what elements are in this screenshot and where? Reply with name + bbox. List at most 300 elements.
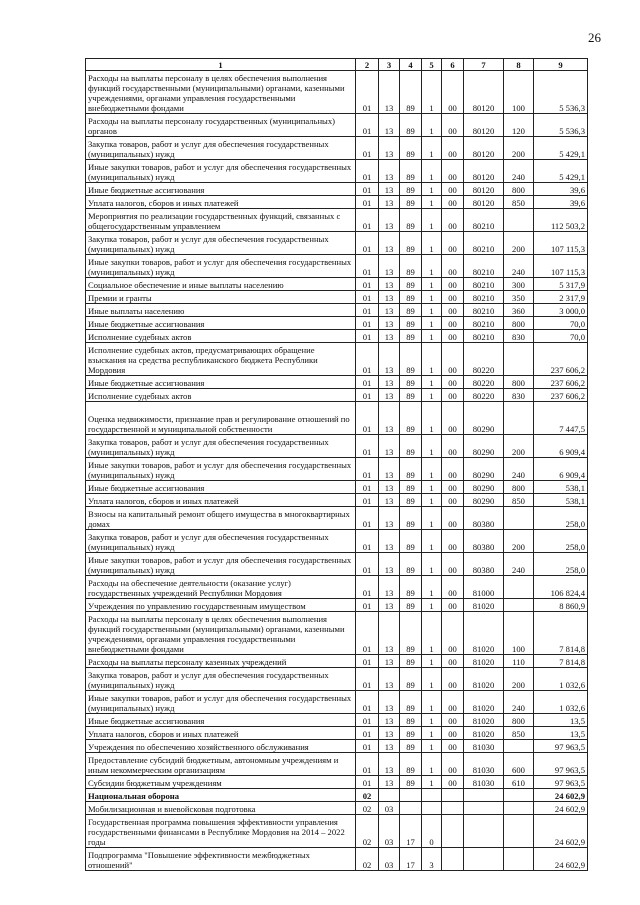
row-program: 89 (400, 655, 422, 668)
row-amount: 24 602,9 (534, 789, 588, 802)
row-subprogram: 1 (422, 530, 442, 553)
row-amount: 97 963,5 (534, 753, 588, 776)
row-expense-type: 240 (504, 691, 534, 714)
row-event (442, 815, 464, 848)
row-subsection: 13 (379, 740, 400, 753)
row-name: Иные бюджетные ассигнования (86, 376, 356, 389)
row-subprogram: 3 (422, 848, 442, 871)
row-amount: 7 447,5 (534, 402, 588, 435)
row-amount: 97 963,5 (534, 776, 588, 789)
row-section: 01 (356, 402, 379, 435)
row-program: 89 (400, 114, 422, 137)
header-col-3: 3 (379, 59, 400, 71)
row-program: 89 (400, 278, 422, 291)
row-name: Субсидии бюджетным учреждениям (86, 776, 356, 789)
row-program: 89 (400, 507, 422, 530)
row-expense-type: 240 (504, 553, 534, 576)
row-section: 01 (356, 727, 379, 740)
row-expense-type: 240 (504, 255, 534, 278)
row-amount: 106 824,4 (534, 576, 588, 599)
row-direction: 81020 (464, 668, 504, 691)
row-amount: 107 115,3 (534, 232, 588, 255)
row-program: 89 (400, 291, 422, 304)
row-amount: 258,0 (534, 553, 588, 576)
row-name: Закупка товаров, работ и услуг для обеспечения государственных (муниципальных) нужд (86, 435, 356, 458)
row-program: 89 (400, 714, 422, 727)
row-name: Оценка недвижимости, признание прав и регулирование отношений по государственной и муниципальной собственности (86, 402, 356, 435)
row-direction: 80210 (464, 291, 504, 304)
row-program (400, 789, 422, 802)
row-amount: 7 814,8 (534, 612, 588, 655)
row-section: 01 (356, 714, 379, 727)
row-section: 01 (356, 291, 379, 304)
table-row (86, 291, 588, 304)
row-event: 00 (442, 137, 464, 160)
row-expense-type: 350 (504, 291, 534, 304)
row-program: 17 (400, 848, 422, 871)
row-direction: 80290 (464, 494, 504, 507)
row-name: Предоставление субсидий бюджетным, автономным учреждениям и иным некоммерческим организациям (86, 753, 356, 776)
row-direction: 80120 (464, 137, 504, 160)
row-amount: 5 536,3 (534, 71, 588, 114)
row-subprogram: 1 (422, 317, 442, 330)
row-section: 02 (356, 848, 379, 871)
row-subprogram: 1 (422, 114, 442, 137)
row-event: 00 (442, 183, 464, 196)
row-subprogram: 1 (422, 494, 442, 507)
row-event: 00 (442, 668, 464, 691)
row-amount: 97 963,5 (534, 740, 588, 753)
row-direction: 80120 (464, 160, 504, 183)
row-event: 00 (442, 714, 464, 727)
row-direction: 81020 (464, 714, 504, 727)
row-amount: 237 606,2 (534, 376, 588, 389)
row-amount: 13,5 (534, 727, 588, 740)
row-subsection: 13 (379, 553, 400, 576)
row-expense-type: 200 (504, 530, 534, 553)
row-subprogram: 1 (422, 209, 442, 232)
row-section: 01 (356, 278, 379, 291)
row-amount: 538,1 (534, 481, 588, 494)
row-subprogram: 1 (422, 160, 442, 183)
row-program: 89 (400, 753, 422, 776)
row-event: 00 (442, 458, 464, 481)
row-program: 89 (400, 599, 422, 612)
row-program: 89 (400, 183, 422, 196)
row-event: 00 (442, 71, 464, 114)
row-program: 89 (400, 402, 422, 435)
table-row (86, 507, 588, 530)
row-event: 00 (442, 494, 464, 507)
row-subprogram: 1 (422, 740, 442, 753)
row-expense-type (504, 209, 534, 232)
row-section: 02 (356, 815, 379, 848)
row-amount: 112 503,2 (534, 209, 588, 232)
row-subprogram: 1 (422, 255, 442, 278)
row-subsection: 13 (379, 691, 400, 714)
row-program: 89 (400, 160, 422, 183)
row-direction: 80120 (464, 114, 504, 137)
row-program: 89 (400, 137, 422, 160)
row-name: Иные бюджетные ассигнования (86, 481, 356, 494)
row-direction: 81030 (464, 753, 504, 776)
row-subprogram: 1 (422, 291, 442, 304)
row-section: 02 (356, 789, 379, 802)
row-program: 89 (400, 740, 422, 753)
row-section: 01 (356, 494, 379, 507)
row-section: 01 (356, 196, 379, 209)
row-direction: 80120 (464, 71, 504, 114)
row-expense-type (504, 815, 534, 848)
row-subsection: 13 (379, 655, 400, 668)
row-name: Уплата налогов, сборов и иных платежей (86, 727, 356, 740)
page-number: 26 (588, 30, 601, 45)
row-name: Закупка товаров, работ и услуг для обеспечения государственных (муниципальных) нужд (86, 668, 356, 691)
row-program: 89 (400, 481, 422, 494)
row-direction: 80210 (464, 232, 504, 255)
row-subsection: 13 (379, 458, 400, 481)
row-subsection: 13 (379, 317, 400, 330)
row-name: Мобилизационная и вневойсковая подготовка (86, 802, 356, 815)
row-expense-type (504, 599, 534, 612)
row-event: 00 (442, 330, 464, 343)
row-direction: 81020 (464, 599, 504, 612)
row-event: 00 (442, 114, 464, 137)
row-subsection: 13 (379, 714, 400, 727)
row-subprogram: 1 (422, 278, 442, 291)
table-row (86, 753, 588, 776)
table-row (86, 458, 588, 481)
row-section: 01 (356, 255, 379, 278)
row-subprogram: 1 (422, 776, 442, 789)
row-name: Подпрограмма "Повышение эффективности межбюджетных отношений" (86, 848, 356, 871)
row-expense-type: 600 (504, 753, 534, 776)
row-name: Премии и гранты (86, 291, 356, 304)
row-program: 89 (400, 776, 422, 789)
table-row (86, 278, 588, 291)
row-subsection: 13 (379, 599, 400, 612)
row-name: Исполнение судебных актов (86, 330, 356, 343)
table-row (86, 727, 588, 740)
row-amount: 258,0 (534, 530, 588, 553)
row-section: 01 (356, 458, 379, 481)
table-row (86, 304, 588, 317)
table-row (86, 183, 588, 196)
row-amount: 39,6 (534, 196, 588, 209)
table-row (86, 714, 588, 727)
row-program: 89 (400, 668, 422, 691)
row-expense-type: 850 (504, 494, 534, 507)
row-program: 89 (400, 232, 422, 255)
row-subprogram: 1 (422, 196, 442, 209)
row-name: Расходы на выплаты персоналу в целях обеспечения выполнения функций государственными (муниципальными) органами, казенными учреждениями, органами управления государственными внебюджетными фондами (86, 71, 356, 114)
row-direction: 80210 (464, 209, 504, 232)
row-subsection: 13 (379, 278, 400, 291)
table-row (86, 376, 588, 389)
row-event: 00 (442, 278, 464, 291)
row-amount: 24 602,9 (534, 802, 588, 815)
row-subprogram: 0 (422, 815, 442, 848)
row-subsection: 13 (379, 232, 400, 255)
row-direction (464, 802, 504, 815)
row-expense-type (504, 848, 534, 871)
row-event: 00 (442, 481, 464, 494)
row-expense-type: 360 (504, 304, 534, 317)
row-program: 89 (400, 553, 422, 576)
row-direction: 80290 (464, 481, 504, 494)
row-subsection: 13 (379, 530, 400, 553)
row-subprogram: 1 (422, 691, 442, 714)
row-program: 17 (400, 815, 422, 848)
row-expense-type: 100 (504, 71, 534, 114)
row-name: Уплата налогов, сборов и иных платежей (86, 494, 356, 507)
row-direction: 80290 (464, 402, 504, 435)
row-subprogram: 1 (422, 599, 442, 612)
row-program: 89 (400, 255, 422, 278)
row-section: 01 (356, 740, 379, 753)
row-section: 01 (356, 209, 379, 232)
row-section: 01 (356, 71, 379, 114)
row-direction: 81030 (464, 740, 504, 753)
row-expense-type (504, 740, 534, 753)
table-row (86, 71, 588, 114)
row-direction: 81030 (464, 776, 504, 789)
row-amount: 2 317,9 (534, 291, 588, 304)
row-amount: 5 317,9 (534, 278, 588, 291)
row-expense-type: 200 (504, 137, 534, 160)
row-name: Взносы на капитальный ремонт общего имущества в многоквартирных домах (86, 507, 356, 530)
row-expense-type (504, 343, 534, 376)
row-direction: 80380 (464, 553, 504, 576)
table-row (86, 494, 588, 507)
row-event: 00 (442, 343, 464, 376)
table-row (86, 655, 588, 668)
table-row (86, 576, 588, 599)
row-name: Иные закупки товаров, работ и услуг для обеспечения государственных (муниципальных) нужд (86, 691, 356, 714)
row-subsection: 13 (379, 668, 400, 691)
row-name: Иные закупки товаров, работ и услуг для обеспечения государственных (муниципальных) нужд (86, 458, 356, 481)
table-row (86, 815, 588, 848)
row-event: 00 (442, 209, 464, 232)
row-amount: 237 606,2 (534, 343, 588, 376)
row-program: 89 (400, 304, 422, 317)
row-program: 89 (400, 196, 422, 209)
table-row (86, 435, 588, 458)
row-name: Национальная оборона (86, 789, 356, 802)
row-program: 89 (400, 330, 422, 343)
row-amount: 70,0 (534, 317, 588, 330)
row-amount: 13,5 (534, 714, 588, 727)
row-program: 89 (400, 209, 422, 232)
row-subsection: 13 (379, 330, 400, 343)
row-amount: 3 000,0 (534, 304, 588, 317)
row-event: 00 (442, 255, 464, 278)
table-body (86, 71, 588, 871)
row-amount: 70,0 (534, 330, 588, 343)
row-section: 01 (356, 232, 379, 255)
table-row (86, 789, 588, 802)
row-section: 01 (356, 183, 379, 196)
row-program: 89 (400, 343, 422, 376)
table-row (86, 389, 588, 402)
row-program: 89 (400, 727, 422, 740)
table-row (86, 481, 588, 494)
row-event: 00 (442, 291, 464, 304)
row-subsection: 13 (379, 776, 400, 789)
row-amount: 6 909,4 (534, 435, 588, 458)
row-direction (464, 789, 504, 802)
row-name: Закупка товаров, работ и услуг для обеспечения государственных (муниципальных) нужд (86, 137, 356, 160)
row-subsection: 13 (379, 753, 400, 776)
row-program: 89 (400, 576, 422, 599)
row-subprogram: 1 (422, 714, 442, 727)
table-row (86, 402, 588, 435)
table-header-row (86, 59, 588, 71)
row-subsection: 13 (379, 727, 400, 740)
row-name: Иные бюджетные ассигнования (86, 317, 356, 330)
table-row (86, 330, 588, 343)
row-program: 89 (400, 435, 422, 458)
row-subprogram: 1 (422, 330, 442, 343)
row-subsection: 13 (379, 183, 400, 196)
row-direction: 81020 (464, 727, 504, 740)
row-subprogram: 1 (422, 343, 442, 376)
row-section: 01 (356, 317, 379, 330)
row-subprogram: 1 (422, 612, 442, 655)
row-amount: 24 602,9 (534, 815, 588, 848)
row-amount: 237 606,2 (534, 389, 588, 402)
header-col-4: 4 (400, 59, 422, 71)
row-direction: 80210 (464, 278, 504, 291)
row-expense-type: 800 (504, 714, 534, 727)
row-amount: 107 115,3 (534, 255, 588, 278)
row-program: 89 (400, 691, 422, 714)
row-name: Учреждения по обеспечению хозяйственного обслуживания (86, 740, 356, 753)
row-expense-type (504, 402, 534, 435)
row-subprogram: 1 (422, 376, 442, 389)
row-section: 01 (356, 599, 379, 612)
row-event: 00 (442, 435, 464, 458)
row-subsection: 13 (379, 255, 400, 278)
row-expense-type: 830 (504, 389, 534, 402)
row-program: 89 (400, 317, 422, 330)
row-direction (464, 815, 504, 848)
row-program: 89 (400, 612, 422, 655)
row-name: Иные выплаты населению (86, 304, 356, 317)
row-name: Расходы на выплаты персоналу государственных (муниципальных) органов (86, 114, 356, 137)
header-col-5: 5 (422, 59, 442, 71)
row-name: Учреждения по управлению государственным имуществом (86, 599, 356, 612)
row-subprogram: 1 (422, 507, 442, 530)
row-expense-type: 120 (504, 114, 534, 137)
row-amount: 1 032,6 (534, 691, 588, 714)
row-amount: 5 429,1 (534, 137, 588, 160)
row-section: 01 (356, 435, 379, 458)
row-event: 00 (442, 304, 464, 317)
row-amount: 6 909,4 (534, 458, 588, 481)
row-subsection: 03 (379, 802, 400, 815)
row-subprogram: 1 (422, 753, 442, 776)
row-name: Закупка товаров, работ и услуг для обеспечения государственных (муниципальных) нужд (86, 530, 356, 553)
row-expense-type (504, 802, 534, 815)
row-amount: 24 602,9 (534, 848, 588, 871)
row-direction: 81020 (464, 655, 504, 668)
row-program: 89 (400, 389, 422, 402)
row-expense-type (504, 576, 534, 599)
row-expense-type: 850 (504, 727, 534, 740)
row-expense-type: 300 (504, 278, 534, 291)
row-event (442, 802, 464, 815)
row-expense-type: 100 (504, 612, 534, 655)
row-section: 01 (356, 343, 379, 376)
row-subsection: 13 (379, 160, 400, 183)
row-subsection: 13 (379, 71, 400, 114)
table-row (86, 612, 588, 655)
row-program: 89 (400, 530, 422, 553)
row-section: 01 (356, 576, 379, 599)
row-direction: 80210 (464, 304, 504, 317)
row-section: 01 (356, 389, 379, 402)
row-amount: 5 429,1 (534, 160, 588, 183)
row-subsection: 03 (379, 848, 400, 871)
table-row (86, 776, 588, 789)
row-expense-type: 240 (504, 458, 534, 481)
row-event: 00 (442, 530, 464, 553)
row-expense-type: 830 (504, 330, 534, 343)
row-subprogram: 1 (422, 576, 442, 599)
row-subsection: 03 (379, 815, 400, 848)
row-amount: 5 536,3 (534, 114, 588, 137)
row-subprogram: 1 (422, 481, 442, 494)
row-name: Расходы на выплаты персоналу казенных учреждений (86, 655, 356, 668)
row-subsection: 13 (379, 376, 400, 389)
table-row (86, 668, 588, 691)
row-section: 01 (356, 553, 379, 576)
row-direction: 80380 (464, 507, 504, 530)
row-event: 00 (442, 576, 464, 599)
row-section: 01 (356, 304, 379, 317)
row-amount: 39,6 (534, 183, 588, 196)
row-event: 00 (442, 232, 464, 255)
row-name: Иные бюджетные ассигнования (86, 714, 356, 727)
row-subprogram: 1 (422, 402, 442, 435)
row-event: 00 (442, 376, 464, 389)
row-section: 01 (356, 507, 379, 530)
row-amount: 538,1 (534, 494, 588, 507)
row-subprogram: 1 (422, 183, 442, 196)
row-event: 00 (442, 507, 464, 530)
row-direction: 80380 (464, 530, 504, 553)
row-program (400, 802, 422, 815)
header-col-2: 2 (356, 59, 379, 71)
row-direction (464, 848, 504, 871)
row-expense-type: 850 (504, 196, 534, 209)
row-subsection: 13 (379, 389, 400, 402)
table-row (86, 740, 588, 753)
row-amount: 258,0 (534, 507, 588, 530)
row-direction: 80220 (464, 376, 504, 389)
table-row (86, 848, 588, 871)
row-subsection: 13 (379, 196, 400, 209)
header-col-7: 7 (464, 59, 504, 71)
row-amount: 1 032,6 (534, 668, 588, 691)
row-expense-type: 200 (504, 668, 534, 691)
row-section: 01 (356, 530, 379, 553)
row-section: 01 (356, 114, 379, 137)
row-direction: 80210 (464, 317, 504, 330)
header-col-6: 6 (442, 59, 464, 71)
budget-table (85, 58, 588, 871)
